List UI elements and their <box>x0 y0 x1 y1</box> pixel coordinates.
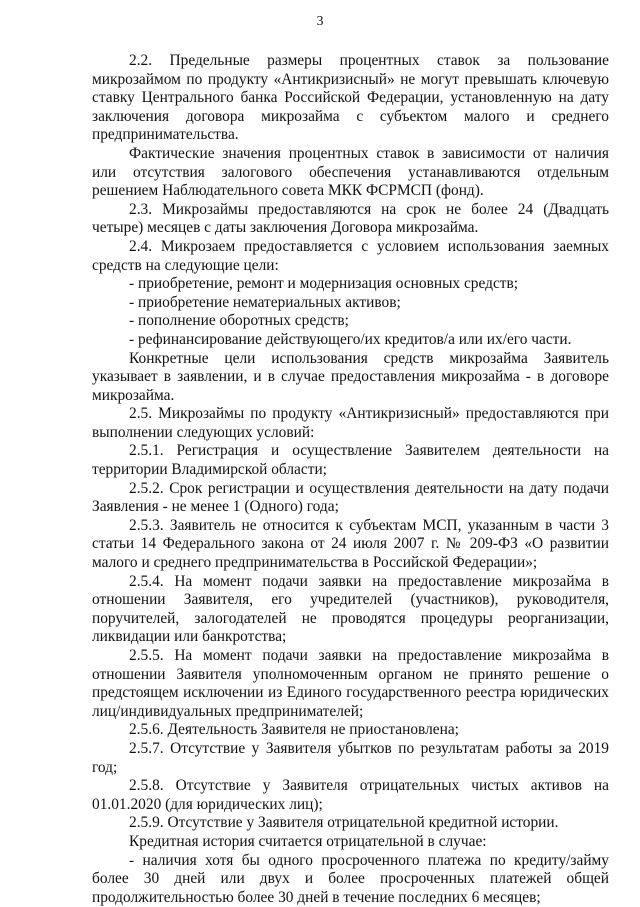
paragraph-negative-history: Кредитная история считается отрицательной в случае: <box>129 832 487 850</box>
paragraph-2-5-9: 2.5.9. Отсутствие у Заявителя отрицательной кредитной истории. <box>129 814 559 832</box>
list-item-purpose-fixed-assets: - приобретение, ремонт и модернизация основных средств; <box>129 275 519 293</box>
paragraph-overdue-payments: - наличия хотя бы одного просроченного платежа по кредиту/займу более 30 дней или двух и более просроченных платежей общей продолжительностью более 30 дней в течение последних 6 месяцев; <box>92 851 609 906</box>
paragraph-2-4: 2.4. Микрозаем предоставляется с условием использования заемных средств на следующие цели: <box>92 237 609 274</box>
paragraph-2-3: 2.3. Микрозаймы предоставляются на срок не более 24 (Двадцать четыре) месяцев с даты заключения Договора микрозайма. <box>92 200 609 237</box>
paragraph-2-2: 2.2. Предельные размеры процентных ставок за пользование микрозаймом по продукту «Антикризисный» не могут превышать ключевую ставку Центрального банка Российской Федерации, установленную на дату заключения договора микрозайма с субъектом малого и среднего предпринимательства. <box>92 52 609 144</box>
paragraph-2-5-6: 2.5.6. Деятельность Заявителя не приостановлена; <box>129 721 459 739</box>
paragraph-2-5-5: 2.5.5. На момент подачи заявки на предоставление микрозайма в отношении Заявителя уполномоченным органом не принято решение о предстоящем исключении из Единого государственного реестра юридических лиц/индивидуальных предпринимателей; <box>92 647 609 720</box>
list-item-purpose-intangible-assets: - приобретение нематериальных активов; <box>129 293 401 311</box>
document-body <box>92 52 609 907</box>
paragraph-2-5: 2.5. Микрозаймы по продукту «Антикризисный» предоставляются при выполнении следующих условий: <box>92 405 609 441</box>
page-number: 3 <box>316 14 324 29</box>
paragraph-specific-purposes: Конкретные цели использования средств микрозайма Заявитель указывает в заявлении, и в случае предоставления микрозайма - в договоре микрозайма. <box>92 349 609 404</box>
paragraph-2-5-2: 2.5.2. Срок регистрации и осуществления деятельности на дату подачи Заявления - не менее 1 (Одного) года; <box>92 479 609 516</box>
paragraph-2-5-4: 2.5.4. На момент подачи заявки на предоставление микрозайма в отношении Заявителя, его учредителей (участников), руководителя, поручителей, залогодателей не проводятся процедуры реорганизации, ликвидации или банкротства; <box>92 572 609 646</box>
list-item-purpose-refinancing: - рефинансирование действующего/их кредитов/а или их/его части. <box>129 330 572 348</box>
paragraph-2-5-8: 2.5.8. Отсутствие у Заявителя отрицательных чистых активов на 01.01.2020 (для юридических лиц); <box>92 777 609 813</box>
paragraph-actual-rates: Фактические значения процентных ставок в зависимости от наличия или отсутствия залогового обеспечения устанавливаются отдельным решением Наблюдательного совета МКК ФСРМСП (фонд). <box>92 144 609 200</box>
paragraph-2-5-1: 2.5.1. Регистрация и осуществление Заявителем деятельности на территории Владимирской области; <box>92 442 609 479</box>
paragraph-2-5-3: 2.5.3. Заявитель не относится к субъектам МСП, указанным в части 3 статьи 14 Федерального закона от 24 июля 2007 г. № 209-ФЗ «О развитии малого и среднего предпринимательства в Российской Федерации»; <box>92 516 609 572</box>
list-item-purpose-working-capital: - пополнение оборотных средств; <box>129 312 349 330</box>
paragraph-2-5-7: 2.5.7. Отсутствие у Заявителя убытков по результатам работы за 2019 год; <box>92 739 609 776</box>
